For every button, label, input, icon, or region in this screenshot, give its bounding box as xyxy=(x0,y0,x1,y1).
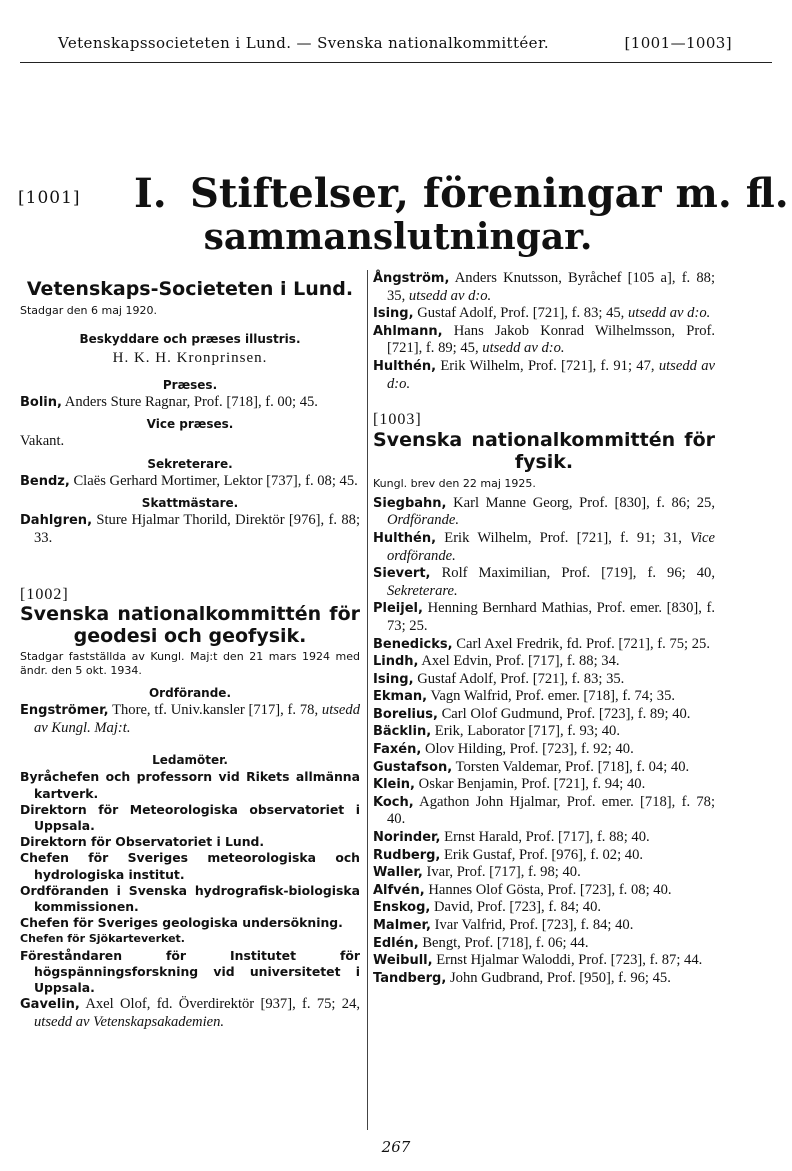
person-details: Gustaf Adolf, Prof. [721], f. 83; 45, xyxy=(417,305,625,322)
member-entry xyxy=(373,323,715,358)
person-details: Karl Manne Georg, Prof. [830], f. 86; 25, xyxy=(453,494,715,511)
chapter-number: [1001] xyxy=(18,188,81,208)
person-name: Ising, xyxy=(373,306,414,322)
person-name: Ångström, xyxy=(373,271,450,286)
org1-skatt-entry xyxy=(20,512,360,547)
person-role: utsedd av d:o. xyxy=(627,305,711,322)
org2-title-line1: Svenska nationalkommittén för xyxy=(20,603,360,626)
person-name: Norinder, xyxy=(373,830,441,846)
org2-continued-list xyxy=(373,270,715,393)
person-name: Benedicks, xyxy=(373,636,453,652)
person-role: Ordförande. xyxy=(387,512,460,529)
person-name: Klein, xyxy=(373,777,415,793)
institution-entry: Direktorn för Observatoriet i Lund. xyxy=(20,834,265,850)
member-entry xyxy=(373,776,715,794)
person-details: Oskar Benjamin, Prof. [721], f. 94; 40. xyxy=(418,776,646,793)
member-entry xyxy=(373,794,715,829)
person-name: Rudberg, xyxy=(373,847,441,863)
person-details: Anders Sture Ragnar, Prof. [718], f. 00; 45. xyxy=(64,393,318,410)
person-details: Carl Olof Gudmund, Prof. [723], f. 89; 40. xyxy=(441,705,691,722)
person-role: utsedd av d:o. xyxy=(387,357,715,392)
person-name: Sievert, xyxy=(373,566,431,582)
member-entry xyxy=(373,653,715,671)
org1-patron-heading: Beskyddare och præses illustris. xyxy=(79,332,301,346)
org2-title-line2: geodesi och geofysik. xyxy=(73,625,307,648)
page-number: 267 xyxy=(381,1138,411,1156)
person-name: Enskog, xyxy=(373,900,431,916)
org2-members-heading: Ledamöter. xyxy=(152,753,228,768)
org2-last-entry xyxy=(20,996,360,1031)
member-entry xyxy=(373,882,715,900)
org2-ord-entry xyxy=(20,702,360,737)
running-header xyxy=(58,34,732,64)
person-name: Ahlmann, xyxy=(373,323,443,339)
org1-praeses-entry xyxy=(20,394,360,412)
org1-vice: Vakant. xyxy=(20,433,65,450)
org1-sekr-heading: Sekreterare. xyxy=(147,456,233,471)
person-name: Ising, xyxy=(373,671,414,687)
person-name: Gustafson, xyxy=(373,759,453,775)
person-details: Agathon John Hjalmar, Prof. emer. [718], f. 78; 40. xyxy=(387,793,716,828)
person-details: Erik, Laborator [717], f. 93; 40. xyxy=(434,723,621,740)
person-name: Siegbahn, xyxy=(373,495,447,511)
member-entry xyxy=(373,899,715,917)
header-range: [1001—1003] xyxy=(624,34,732,52)
person-name: Bolin, xyxy=(20,394,62,410)
institution-entry: Föreståndaren för Institutet för högspänningsforskning vid universitetet i Uppsala. xyxy=(20,947,360,995)
institution-entry: Byråchefen och professorn vid Rikets allmänna kartverk. xyxy=(20,769,360,801)
org1-sekr-entry xyxy=(20,473,360,491)
person-name: Tandberg, xyxy=(373,970,447,986)
person-name: Weibull, xyxy=(373,953,433,969)
person-name: Gavelin, xyxy=(20,997,80,1013)
org3-member-list xyxy=(373,495,715,988)
institution-entry: Chefen för Sjökarteverket. xyxy=(20,932,185,946)
org3-title-line2: fysik. xyxy=(514,450,574,473)
person-name: Bäcklin, xyxy=(373,724,432,740)
person-name: Koch, xyxy=(373,794,414,810)
member-entry xyxy=(373,270,715,305)
person-name: Hulthén, xyxy=(373,530,437,546)
member-entry xyxy=(373,636,715,654)
column-divider xyxy=(367,270,368,1130)
person-details: Gustaf Adolf, Prof. [721], f. 83; 35. xyxy=(417,670,625,687)
person-details: Erik Wilhelm, Prof. [721], f. 91; 47, xyxy=(440,357,655,374)
person-details: Henning Bernhard Mathias, Prof. emer. [830], f. 73; 25. xyxy=(387,600,716,634)
member-entry xyxy=(373,565,715,600)
person-details: David, Prof. [723], f. 84; 40. xyxy=(434,899,602,916)
header-text: Vetenskapssocieteten i Lund. — Svenska nationalkommittéer. xyxy=(58,34,550,52)
person-details: Ivar, Prof. [717], f. 98; 40. xyxy=(426,864,581,881)
person-details: Carl Axel Fredrik, fd. Prof. [721], f. 75; 25. xyxy=(456,635,710,652)
person-name: Alfvén, xyxy=(373,882,425,898)
member-entry xyxy=(373,864,715,882)
person-details: Rolf Maximilian, Prof. [719], f. 96; 40, xyxy=(441,565,715,582)
org3-statute: Kungl. brev den 22 maj 1925. xyxy=(373,476,536,490)
member-entry xyxy=(373,935,715,953)
person-name: Edlén, xyxy=(373,935,419,951)
person-name: Dahlgren, xyxy=(20,513,93,529)
chapter-title-line2: sammanslutningar. xyxy=(203,216,593,258)
header-rule xyxy=(20,62,772,63)
member-entry xyxy=(373,600,715,635)
person-details: Thore, tf. Univ.kansler [717], f. 78, xyxy=(112,702,319,719)
person-details: Ivar Valfrid, Prof. [723], f. 84; 40. xyxy=(434,917,634,933)
chapter-title-line1: Stiftelser, föreningar m. fl. xyxy=(190,170,789,217)
person-details: Vagn Walfrid, Prof. emer. [718], f. 74; 35. xyxy=(430,688,676,705)
member-entry xyxy=(373,305,715,323)
member-entry xyxy=(373,917,715,935)
person-name: Pleijel, xyxy=(373,601,423,617)
person-name: Waller, xyxy=(373,865,423,881)
person-details: Olov Hilding, Prof. [723], f. 92; 40. xyxy=(424,741,634,758)
person-name: Borelius, xyxy=(373,706,438,722)
person-name: Engströmer, xyxy=(20,703,109,719)
person-details: Ernst Hjalmar Waloddi, Prof. [723], f. 87; 44. xyxy=(436,952,703,969)
member-entry xyxy=(373,952,715,970)
person-details: Axel Olof, fd. Överdirektör [937], f. 75; 24, xyxy=(85,996,361,1013)
org1-patron: H. K. H. Kronprinsen. xyxy=(112,350,268,366)
person-role: utsedd av d:o. xyxy=(408,287,492,304)
person-details: John Gudbrand, Prof. [950], f. 96; 45. xyxy=(449,969,671,986)
member-entry xyxy=(373,358,715,393)
person-details: Hannes Olof Gösta, Prof. [723], f. 08; 40. xyxy=(428,881,672,898)
member-entry xyxy=(373,723,715,741)
person-role: utsedd av d:o. xyxy=(482,340,565,357)
right-column xyxy=(373,270,715,987)
institution-entry: Chefen för Sveriges meteorologiska och hydrologiska institut. xyxy=(20,850,360,882)
person-role: utsedd av Kungl. Maj:t. xyxy=(34,702,361,736)
org1-statute: Stadgar den 6 maj 1920. xyxy=(20,304,157,317)
person-details: Hans Jakob Konrad Wilhelmsson, Prof. [721], f. 89; 45, xyxy=(387,322,716,357)
person-role: utsedd av Vetenskapsakademien. xyxy=(34,1013,225,1030)
person-details: Torsten Valdemar, Prof. [718], f. 04; 40. xyxy=(455,758,690,775)
person-details: Erik Wilhelm, Prof. [721], f. 91; 31, xyxy=(444,529,682,546)
left-column xyxy=(20,278,360,1031)
person-role: Vice ordförande. xyxy=(387,529,715,564)
person-details: Anders Knutsson, Byråchef [105 a], f. 88; 35, xyxy=(387,270,716,304)
member-entry xyxy=(373,970,715,988)
member-entry xyxy=(373,829,715,847)
member-entry xyxy=(373,530,715,565)
org3-number: [1003] xyxy=(373,411,422,429)
org2-statute: Stadgar fastställda av Kungl. Maj:t den 21 mars 1924 med ändr. den 5 okt. 1934. xyxy=(20,650,360,678)
institution-entry: Chefen för Sveriges geologiska undersökning. xyxy=(20,915,343,931)
person-details: Bengt, Prof. [718], f. 06; 44. xyxy=(422,934,589,951)
person-details: Claës Gerhard Mortimer, Lektor [737], f. 08; 45. xyxy=(73,472,358,489)
member-entry xyxy=(373,847,715,865)
org2-number: [1002] xyxy=(20,585,69,603)
institution-entry: Ordföranden i Svenska hydrografisk-biologiska kommissionen. xyxy=(20,882,360,914)
institution-entry: Direktorn för Meteorologiska observatoriet i Uppsala. xyxy=(20,801,360,833)
person-name: Bendz, xyxy=(20,473,70,489)
person-name: Malmer, xyxy=(373,918,431,933)
member-entry xyxy=(373,741,715,759)
member-entry xyxy=(373,688,715,706)
org1-praeses-heading: Præses. xyxy=(162,377,218,392)
person-details: Axel Edvin, Prof. [717], f. 88; 34. xyxy=(421,653,620,670)
person-role: Sekreterare. xyxy=(387,582,458,599)
person-details: Ernst Harald, Prof. [717], f. 88; 40. xyxy=(444,829,650,846)
person-name: Hulthén, xyxy=(373,358,437,374)
chapter-roman: I. xyxy=(134,170,167,217)
org1-vice-heading: Vice præses. xyxy=(146,417,234,432)
person-name: Ekman, xyxy=(373,689,428,705)
person-name: Lindh, xyxy=(373,654,419,670)
person-details: Erik Gustaf, Prof. [976], f. 02; 40. xyxy=(444,846,644,863)
member-entry xyxy=(373,671,715,689)
member-entry xyxy=(373,495,715,530)
person-details: Sture Hjalmar Thorild, Direktör [976], f. 88; 33. xyxy=(34,512,360,546)
member-entry xyxy=(373,706,715,724)
member-entry xyxy=(373,759,715,777)
org3-title-line1: Svenska nationalkommittén för xyxy=(373,428,715,451)
org2-ord-heading: Ordförande. xyxy=(148,686,232,701)
person-name: Faxén, xyxy=(373,742,422,758)
org1-skatt-heading: Skattmästare. xyxy=(141,496,239,511)
org1-title: Vetenskaps-Societeten i Lund. xyxy=(26,278,354,300)
